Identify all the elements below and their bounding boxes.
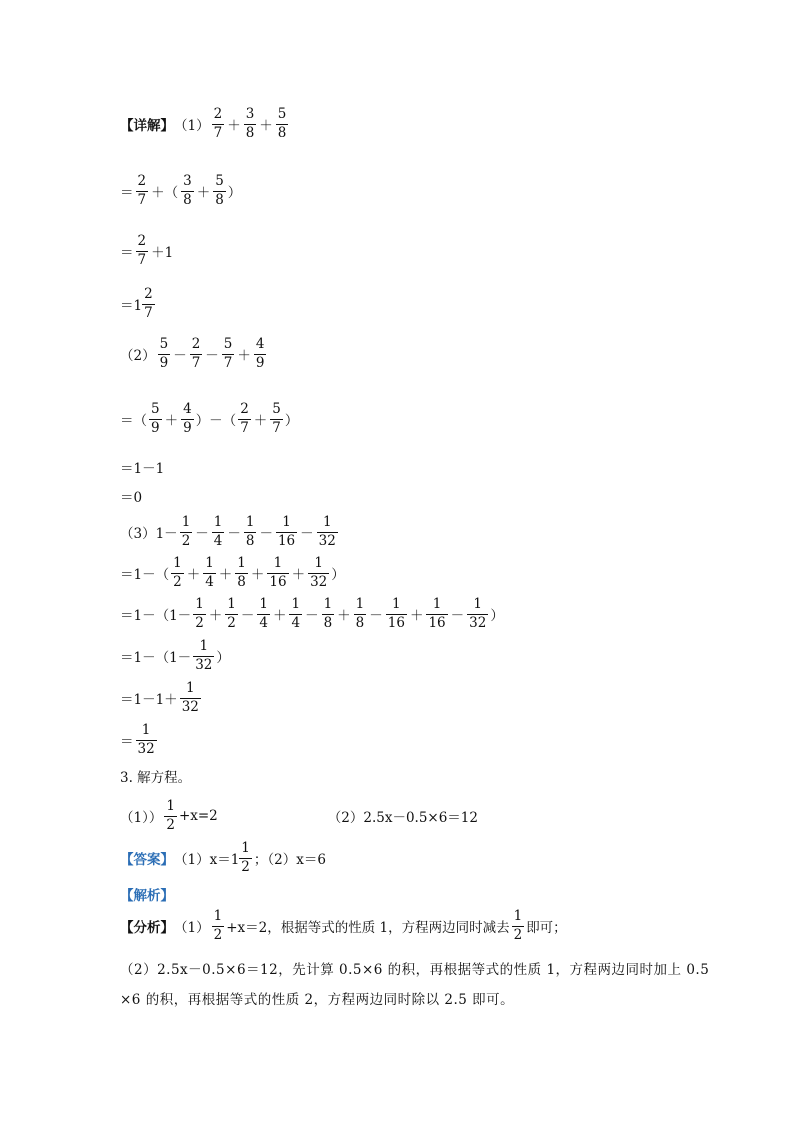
detail-line-12: ＝1－（1－ $\frac{1}{32}$ ） [120,638,230,673]
fraction: $\frac{2}{7}$ [213,106,223,141]
detail-line-2: ＝ $\frac{2}{7}$ ＋（ $\frac{3}{8}$ ＋ $\frac{5}{8}$ ） [120,173,242,208]
part-label-2: （2） [120,348,156,364]
detail-line-11: ＝1－（1－ $\frac{1}{2}$ ＋ $\frac{1}{2}$ － $\frac{1}{4}$ ＋ $\frac{1}{4}$ － $\frac{1}{8}$ ＋ $\frac{1}{8}$ － $\frac{1}{16}$ ＋ $\frac{1}{16}$ － $\frac{1}{32}$ ） [120,596,504,631]
detail-line-4: ＝1 $\frac{2}{7}$ [120,286,153,321]
detail-tag: 【详解】 [120,118,174,134]
fenxi-line-1: 【分析】 （1） $\frac{1}{2}$ +x＝2，根据等式的性质 1，方程两边同时减去 $\frac{1}{2}$ 即可； [120,908,567,943]
part-label-3: （3） [120,526,156,542]
fenxi-tag: 【分析】 [120,920,174,936]
analysis-tag-line [120,884,174,904]
detail-line-5: （2） $\frac{5}{9}$ － $\frac{2}{7}$ － $\frac{5}{7}$ ＋ $\frac{4}{9}$ [120,336,265,371]
detail-line-8: ＝0 [120,490,143,506]
fenxi-line-3: ×6 的积，再根据等式的性质 2，方程两边同时除以 2.5 即可。 [120,992,515,1008]
detail-line-6: ＝（ $\frac{5}{9}$ ＋ $\frac{4}{9}$ ）－（ $\frac{2}{7}$ ＋ $\frac{5}{7}$ ） [120,401,299,436]
detail-line-3: ＝ $\frac{2}{7}$ ＋1 [120,233,174,268]
fraction: $\frac{5}{8}$ [277,106,287,141]
question-3-items: （1）） $\frac{1}{2}$ +x=2 （2）2.5x－0.5×6＝12 [120,798,478,833]
detail-line-1: 【详解】 （1） $\frac{2}{7}$ ＋ $\frac{3}{8}$ ＋ $\frac{5}{8}$ [120,106,287,141]
detail-line-13: ＝1－1＋ $\frac{1}{32}$ [120,680,199,715]
detail-line-10: ＝1－（ $\frac{1}{2}$ ＋ $\frac{1}{4}$ ＋ $\frac{1}{8}$ ＋ $\frac{1}{16}$ ＋ $\frac{1}{32}$ ） [120,555,345,590]
fraction: $\frac{3}{8}$ [245,106,255,141]
answer-line: 【答案】 （1）x＝1 $\frac{1}{2}$ ；（2）x＝6 [120,840,326,875]
part-label-1: （1） [174,118,210,134]
fenxi-line-2: （2）2.5x－0.5×6＝12，先计算 0.5×6 的积，再根据等式的性质 1，方程两边同时加上 0.5 [120,962,710,978]
question-3-title: 3. 解方程。 [120,770,192,786]
detail-line-14: ＝ $\frac{1}{32}$ [120,722,155,757]
analysis-tag: 【解析】 [120,888,174,904]
answer-tag: 【答案】 [120,852,174,868]
detail-line-9: （3） 1－ $\frac{1}{2}$ － $\frac{1}{4}$ － $\frac{1}{8}$ － $\frac{1}{16}$ － $\frac{1}{32}$ [120,514,336,549]
detail-line-7: ＝1－1 [120,461,165,477]
